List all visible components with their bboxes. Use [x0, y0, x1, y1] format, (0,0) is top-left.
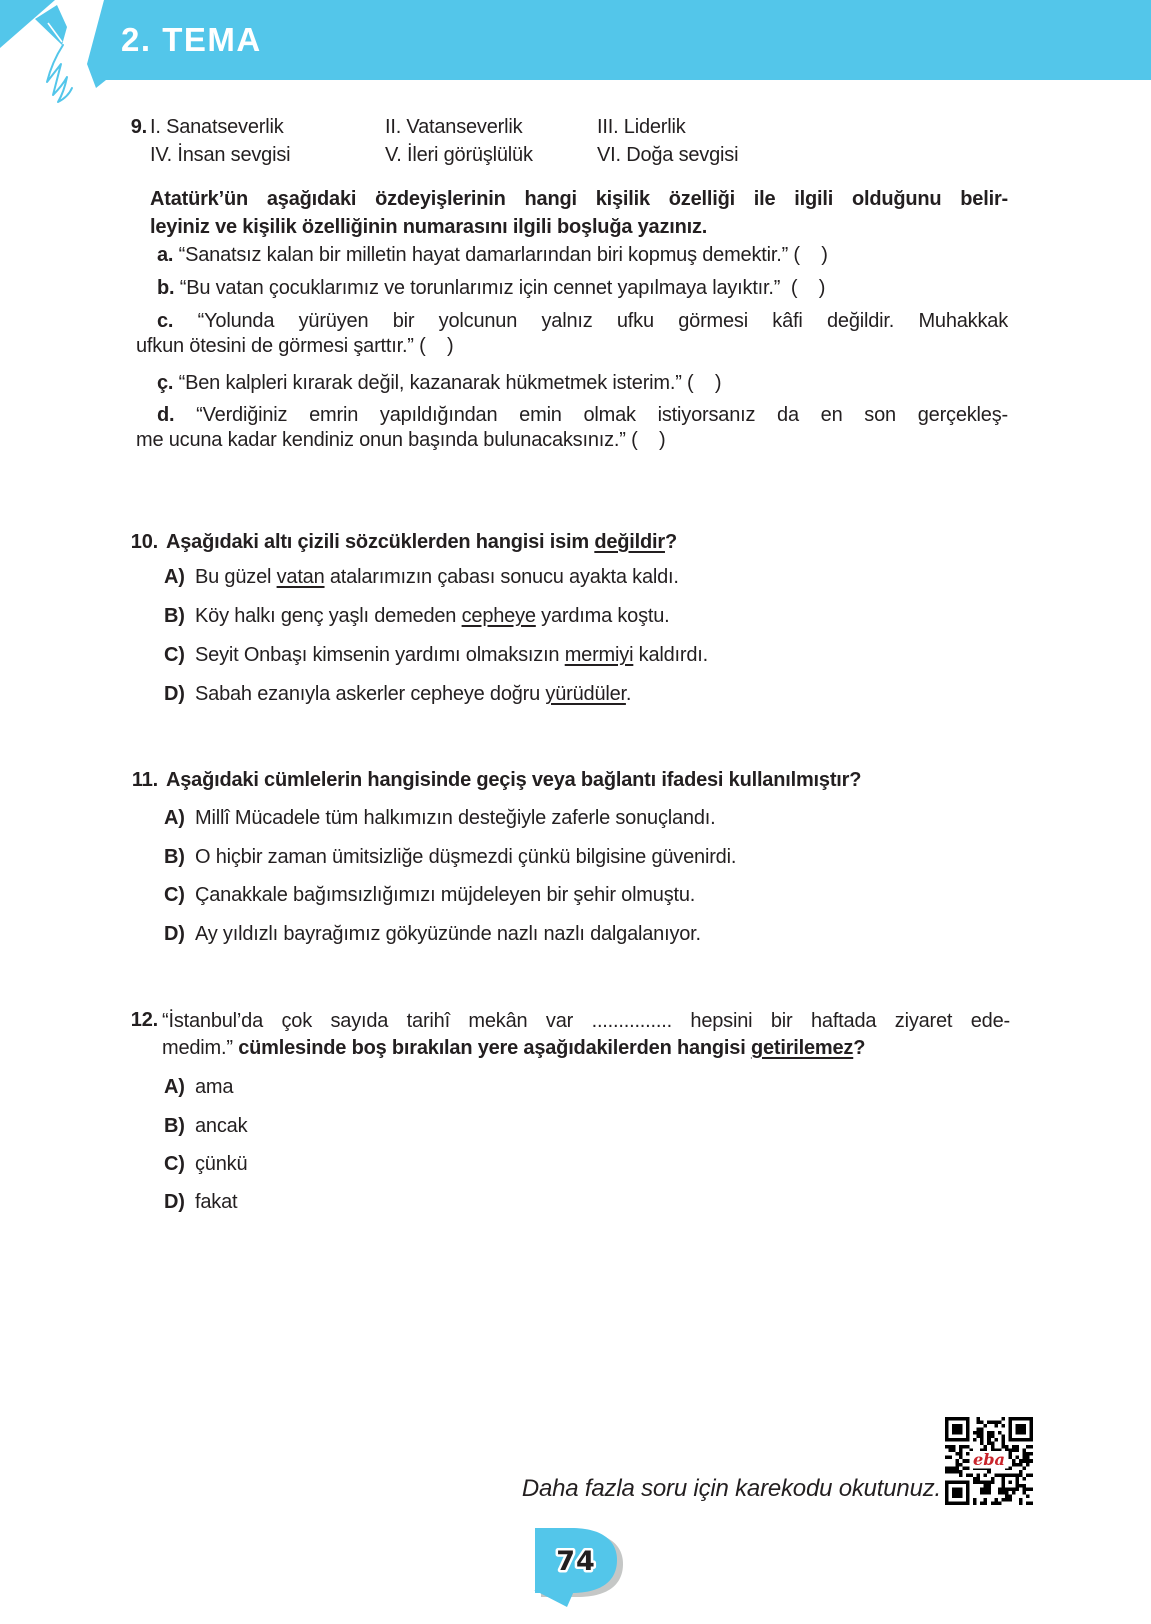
question-11-number: 11.: [131, 769, 158, 791]
quote-item-a-text: “Sanatsız kalan bir milletin hayat damarlarından biri kopmuş demektir.” ( ): [178, 244, 828, 266]
question-10-number: 10.: [130, 531, 158, 553]
quote-item-d-text: “Verdiğiniz emrin yapıldığından emin olmak istiyorsanız da en son gerçekleş-: [196, 404, 1008, 426]
quote-item-a-label: a.: [157, 244, 174, 266]
q10-option-a: A) Bu güzel vatan atalarımızın çabası sonucu ayakta kaldı.: [164, 566, 679, 588]
eba-logo: [970, 1450, 1009, 1469]
q11-option-c: C) Çanakkale bağımsızlığımızı müjdeleyen bir şehir olmuştu.: [164, 884, 696, 906]
q11-option-c-label: C): [164, 884, 185, 906]
q10-header-underlined: değildir: [594, 531, 665, 553]
q9-roman-option-1: I. Sanatseverlik: [150, 116, 284, 138]
q12-option-b-label: B): [164, 1115, 185, 1137]
q12-option-d: D) fakat: [164, 1191, 238, 1213]
q10-header-post: ?: [664, 531, 677, 553]
q11-option-b-label: B): [164, 846, 185, 868]
theme-title: 2. TEMA: [121, 21, 262, 58]
question-12-number: 12.: [130, 1009, 158, 1031]
question-9-number: 9.: [130, 116, 147, 138]
page-number-badge: [524, 1520, 634, 1620]
quote-item-c: [136, 309, 1008, 359]
quote-item-cc-text: “Ben kalpleri kırarak değil, kazanarak hükmetmek isterim.” ( ): [178, 372, 722, 394]
q9-roman-option-4: IV. İnsan sevgisi: [150, 144, 291, 166]
quote-item-a: [136, 243, 1008, 268]
q9-roman-option-6: VI. Doğa sevgisi: [597, 144, 739, 166]
page-number: 74: [556, 1546, 596, 1577]
q11-option-d: D) Ay yıldızlı bayrağımız gökyüzünde nazlı nazlı dalgalanıyor.: [164, 923, 701, 945]
quote-item-d: [136, 403, 1008, 453]
header-band: [0, 0, 1151, 112]
q11-option-a-label: A): [164, 807, 185, 829]
q10-header-pre: Aşağıdaki altı çizili sözcüklerden hangisi isim: [166, 531, 595, 553]
quote-item-b: [136, 276, 1008, 301]
eba-logo-text: eba: [972, 1450, 1006, 1470]
q9-instruction-line1: Atatürk’ün aşağıdaki özdeyişlerinin hangi kişilik özelliği ile ilgili olduğunu belir-: [150, 188, 1008, 210]
q10-option-c-label: C): [164, 644, 185, 666]
quote-item-b-text: “Bu vatan çocuklarımız ve torunlarımız için cennet yapılmaya layıktır.” ( ): [179, 277, 826, 299]
quote-item-cc: [136, 371, 1008, 396]
q9-instruction-line2: leyiniz ve kişilik özelliğinin numarasını ilgili boşluğa yazınız.: [150, 216, 708, 238]
quote-item-d-label: d.: [157, 404, 175, 426]
q12-option-b: B) ancak: [164, 1115, 248, 1137]
q10-option-b: B) Köy halkı genç yaşlı demeden cepheye yardıma koştu.: [164, 605, 670, 627]
quote-item-b-label: b.: [157, 277, 175, 299]
q9-roman-option-2: II. Vatanseverlik: [385, 116, 523, 138]
q10-option-d: D) Sabah ezanıyla askerler cepheye doğru yürüdüler.: [164, 683, 632, 705]
q10-option-d-label: D): [164, 683, 185, 705]
quote-item-cc-label: ç.: [157, 372, 174, 394]
q11-header-text: Aşağıdaki cümlelerin hangisinde geçiş veya bağlantı ifadesi kullanılmıştır?: [166, 769, 862, 791]
qr-code: [945, 1417, 1033, 1505]
q12-option-c: C) çünkü: [164, 1153, 248, 1175]
quote-item-c-label: c.: [157, 310, 174, 332]
q12-line1: “İstanbul’da çok sayıda tarihî mekân var ............... hepsini bir haftada ziyaret ede-: [162, 1010, 1010, 1032]
quote-item-c-text2: ufkun ötesini de görmesi şarttır.” ( ): [136, 335, 454, 357]
pen-icon: [0, 0, 72, 102]
q12-option-a: A) ama: [164, 1076, 234, 1098]
question-10-header: [166, 530, 677, 555]
qr-caption: Daha fazla soru için karekodu okutunuz.: [521, 1475, 941, 1502]
q9-roman-option-5: V. İleri görüşlülük: [385, 144, 533, 166]
q11-option-b: B) O hiçbir zaman ümitsizliğe düşmezdi çünkü bilgisine güvenirdi.: [164, 846, 737, 868]
q11-option-a: A) Millî Mücadele tüm halkımızın desteğiyle zaferle sonuçlandı.: [164, 807, 716, 829]
question-12-header: [162, 1008, 1010, 1062]
q12-option-a-label: A): [164, 1076, 185, 1098]
quote-item-d-text2: me ucuna kadar kendiniz onun başında bulunacaksınız.” ( ): [136, 429, 666, 451]
q12-option-d-label: D): [164, 1191, 185, 1213]
quote-item-c-text: “Yolunda yürüyen bir yolcunun yalnız ufku görmesi kâfi değildir. Muhakkak: [197, 310, 1009, 332]
q11-option-d-label: D): [164, 923, 185, 945]
q12-option-c-label: C): [164, 1153, 185, 1175]
q9-roman-option-3: III. Liderlik: [597, 116, 686, 138]
q12-line2: medim.” cümlesinde boş bırakılan yere aşağıdakilerden hangisi getirilemez?: [162, 1037, 866, 1059]
question-11-header: [166, 768, 861, 793]
q10-option-a-label: A): [164, 566, 185, 588]
q9-instruction: [150, 185, 1008, 241]
q10-option-c: C) Seyit Onbaşı kimsenin yardımı olmaksızın mermiyi kaldırdı.: [164, 644, 709, 666]
q10-option-b-label: B): [164, 605, 185, 627]
